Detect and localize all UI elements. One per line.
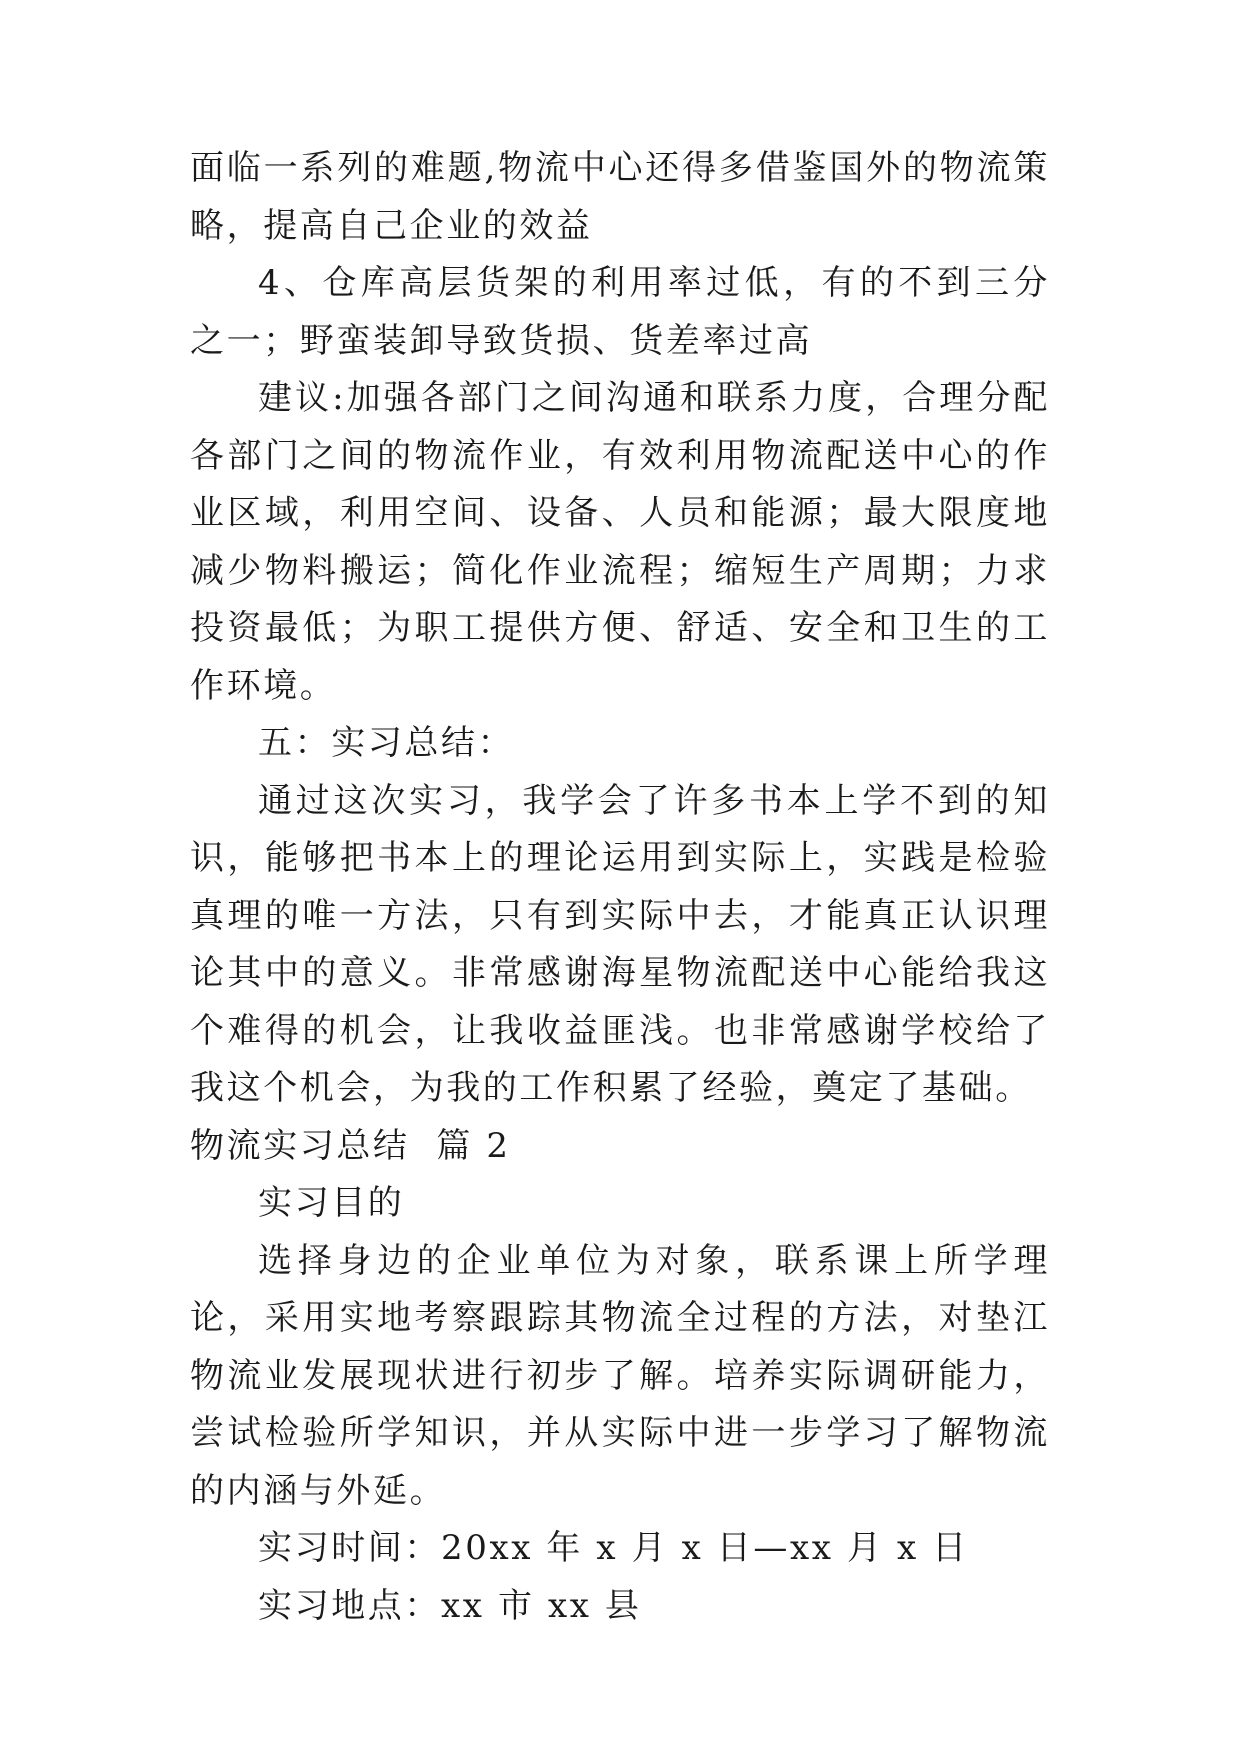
paragraph-internship-location: 实习地点：xx 市 xx 县 [258,1585,642,1626]
paragraph-summary: 通过这次实习，我学会了许多书本上学不到的知识，能够把书本上的理论运用到实际上，实践是检验真理的唯一方法，只有到实际中去，才能真正认识理论其中的意义。非常感谢海星物流配送中心能给我这个难得的机会，让我收益匪浅。也非常感谢学校给了我这个机会，为我的工作积累了经验，奠定了基础。 [190,780,1050,1108]
document-body [190,140,1050,1635]
paragraph-purpose: 选择身边的企业单位为对象，联系课上所学理论，采用实地考察跟踪其物流全过程的方法，对垫江物流业发展现状进行初步了解。培养实际调研能力，尝试检验所学知识，并从实际中进一步学习了解物流的内涵与外延。 [190,1240,1050,1511]
section-heading: 物流实习总结 篇 2 [190,1125,511,1166]
paragraph-warehouse-issue: 4、仓库高层货架的利用率过低，有的不到三分之一；野蛮装卸导致货损、货差率过高 [190,263,1050,361]
paragraph-challenges: 面临一系列的难题,物流中心还得多借鉴国外的物流策略，提高自己企业的效益 [190,148,1050,246]
paragraph-internship-time: 实习时间：20xx 年 x 月 x 日—xx 月 x 日 [258,1528,969,1568]
paragraph-purpose-heading: 实习目的 [258,1183,405,1223]
paragraph-summary-heading: 五：实习总结： [258,723,515,763]
paragraph-suggestion: 建议:加强各部门之间沟通和联系力度，合理分配各部门之间的物流作业，有效利用物流配送中心的作业区域，利用空间、设备、人员和能源；最大限度地减少物料搬运；简化作业流程；缩短生产周期；力求投资最低；为职工提供方便、舒适、安全和卫生的工作环境。 [190,378,1050,706]
